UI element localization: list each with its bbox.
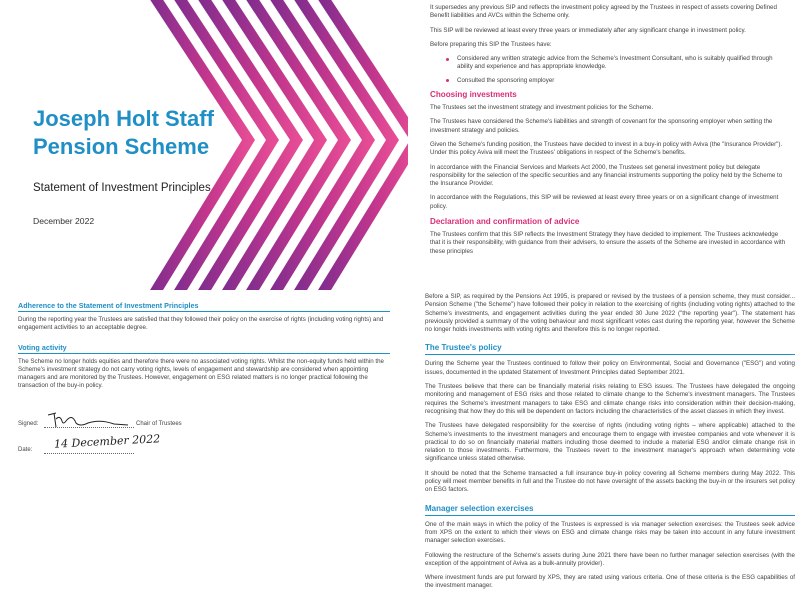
signature-row: [18, 409, 390, 435]
paragraph: The Trustees set the investment strategy and investment policies for the Scheme.: [430, 104, 654, 112]
paragraph: The Trustees have delegated responsibility for the exercise of rights (including voting rights – where applicable) attached to the Scheme's investments to the investment managers and encourage them to engage with investee companies and vote whenever it is practical to do so on financially material matters including those deemed to include a material ESG and/or climate change risk in relation to those investments. Furthermore, the Trustees revert to the investment manager's approach when determining vote significance unless stated otherwise.: [425, 422, 795, 463]
paragraph: Before a SIP, as required by the Pensions Act 1995, is prepared or revised by the trustees of a pension scheme, they must consider... Pension Scheme ("the Scheme") have followed their policy in relation to the exercising of rights (including voting rights) attached to the Scheme's investments, and engagement activities during the year ended 30 June 2022 ("the reporting year"). The statement has previously provided a summary of the voting behaviour and most significant votes cast during the reporting year, however the Scheme no longer holds investments with voting rights and therefore this is no longer reported.: [425, 293, 795, 334]
list-item: Considered any written strategic advice from the Scheme's Investment Consultant, who is suitably qualified through ability and experience and has appropriate knowledge.: [446, 55, 790, 72]
document-title: [33, 105, 263, 161]
paragraph: During the reporting year the Trustees are satisfied that they followed their policy on the exercise of rights (including voting rights) and engagement activities to an acceptable degree.: [18, 316, 384, 332]
paragraph: In accordance with the Regulations, this SIP will be reviewed at least every three years or on a significant change of investment policy.: [430, 194, 779, 210]
document-date: December 2022: [33, 216, 95, 226]
date-label: Date:: [18, 446, 33, 453]
signed-label: Signed:: [18, 420, 39, 427]
paragraph: Where investment funds are put forward by XPS, they are rated using various criteria. One of these criteria is the ESG capabilities of the investment manager.: [425, 574, 795, 590]
paragraph: It supersedes any previous SIP and reflects the investment policy agreed by the Trustees in respect of assets covering Defined Benefit liabilities and AVCs within the Scheme only.: [430, 4, 777, 20]
paragraph: Before preparing this SIP the Trustees have:: [430, 40, 552, 48]
title-line-2: Pension Scheme: [33, 134, 210, 159]
document-subtitle: Statement of Investment Principles: [33, 182, 211, 194]
cover-page: [0, 0, 408, 290]
heading-choosing-investments: Choosing investments: [430, 90, 517, 100]
paragraph: The Trustees confirm that this SIP reflects the Investment Strategy they have decided to implement. The Trustees acknowledge that it is their responsibility, with guidance from their advisers, to ensure the assets of the Scheme are invested in accordance with these principles: [430, 231, 786, 255]
paragraph: This SIP will be reviewed at least every three years or immediately after any significant change in investment policy.: [430, 26, 746, 34]
paragraph: The Scheme no longer holds equities and therefore there were no associated voting rights. Whilst the non-equity funds held within the Scheme's investment strategy do not carry voting rights, levels of engagement and stewardship are considered when appointing managers and are monitored by the Trustees. However, engagement on ESG related matters is no longer practical following the transaction of the buy-in policy.: [18, 357, 384, 390]
paragraph: The Trustees have considered the Scheme's liabilities and strength of covenant for the sponsoring employer when setting the investment strategy and policies.: [430, 118, 773, 134]
heading-declaration: Declaration and confirmation of advice: [430, 217, 580, 227]
title-line-1: Joseph Holt Staff: [33, 106, 214, 131]
paragraph: Given the Scheme's funding position, the Trustees have decided to invest in a buy-in policy with Aviva (the "Insurance Provider"). Under this policy Aviva will meet the Trustees' obligations in respect of the Scheme's benefits.: [430, 140, 783, 157]
date-row: [18, 432, 390, 461]
heading-adherence: Adherence to the Statement of Investment Principles: [18, 301, 390, 312]
implementation-statement-page-1: [400, 291, 800, 600]
implementation-statement-page-2: [0, 292, 396, 600]
list-item: Consulted the sponsoring employer: [446, 77, 790, 85]
heading-manager-selection: Manager selection exercises: [425, 501, 795, 516]
paragraph: One of the main ways in which the policy of the Trustees is expressed is via manager selection exercises: the Trustees seek advice from XPS on the extent to which their views on ESG and climate change risks may be taken into account in any future investment manager selection exercises.: [425, 520, 795, 545]
handwritten-date: 14 December 2022: [53, 432, 161, 451]
paragraph: It should be noted that the Scheme transacted a full insurance buy-in policy covering all Scheme members during May 2022. This policy will meet member benefits in full and the Trustee do not have oversight of the assets backing the buy-in or the insurers set policy on ESG factors.: [425, 469, 795, 494]
paragraph: The Trustees believe that there can be financially material risks relating to ESG issues. The Trustees have delegated the ongoing monitoring and management of ESG risks and those related to climate change to the Scheme's investment managers. The Trustees requires the Scheme's investment managers to take ESG and climate change risks into consideration within their decision-making, recognising that how they do this will be dependent on factors including the characteristics of the asset classes in which they invest.: [425, 383, 795, 415]
paragraph: In accordance with the Financial Services and Markets Act 2000, the Trustees set general investment policy but delegate responsibility for the selection of the specific securities and any financial instruments supporting the policy held by the Scheme to the Insurance Provider.: [430, 163, 783, 188]
paragraph: During the Scheme year the Trustees continued to follow their policy on Environmental, Social and Governance ("ESG") and voting issues, documented in the updated Statement of Investment Principles dated September 2021.: [425, 360, 795, 376]
paragraph: Following the restructure of the Scheme's assets during June 2021 there have been no further manager selection exercises (with the exception of the appointment of Aviva as a bulk-annuity provider).: [425, 551, 795, 567]
bullet-list: [430, 55, 790, 85]
heading-voting-activity: Voting activity: [18, 343, 390, 354]
heading-trustee-policy: The Trustee's policy: [425, 340, 795, 355]
sip-page-2: [408, 0, 800, 296]
chair-label: Chair of Trustees: [136, 420, 182, 427]
